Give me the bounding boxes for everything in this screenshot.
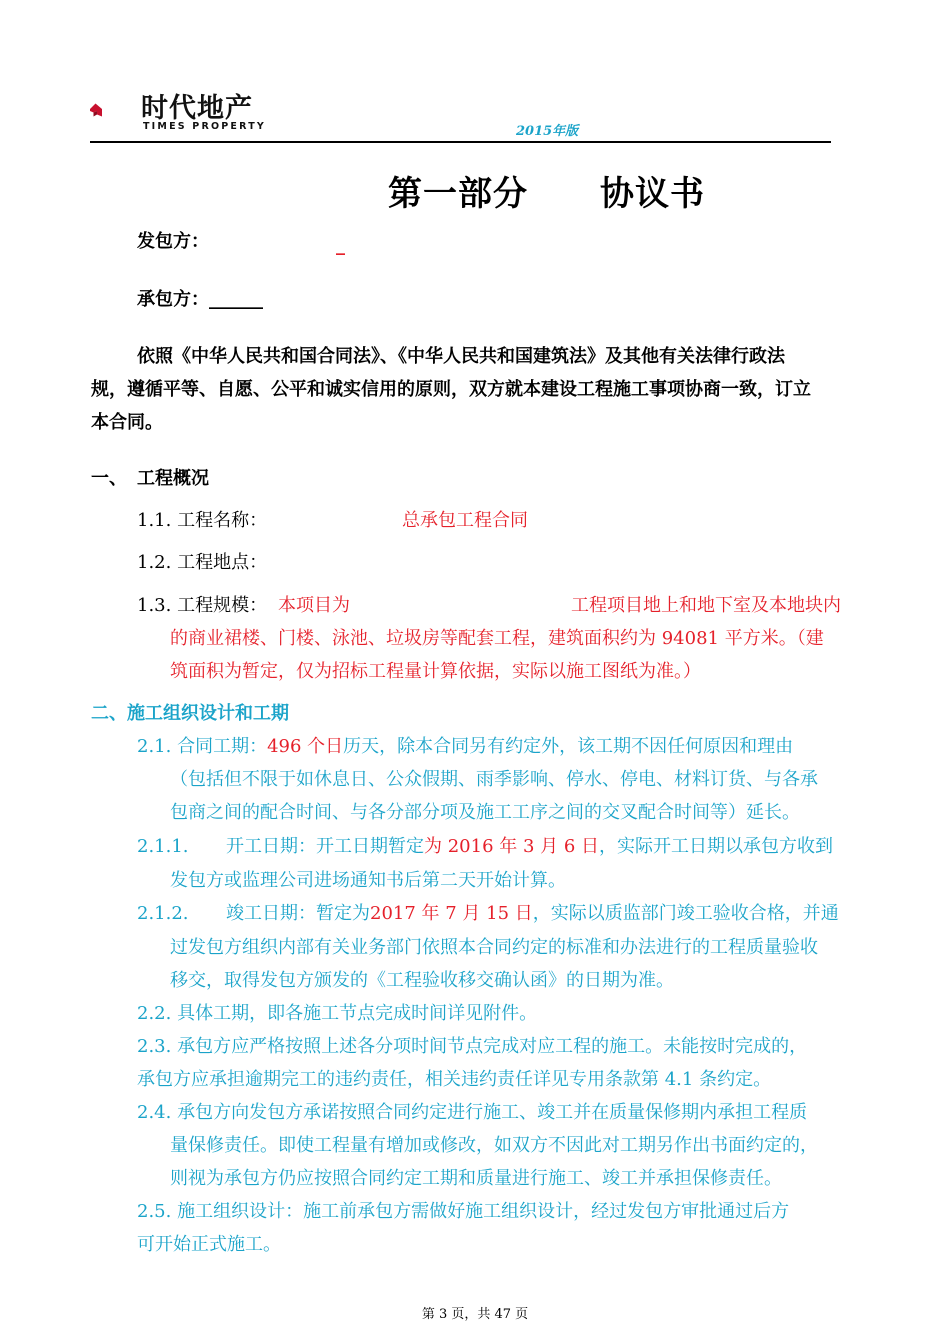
part-title: 第一部分 (388, 174, 528, 214)
clause-2-1-rest: 历天，除本合同另有约定外，该工期不因任何原因和理由 (343, 736, 794, 757)
employer-label: 发包方： (137, 231, 209, 252)
project-scale-line-1a: 本项目为 (278, 595, 350, 616)
section-1-heading: 工程概况 (137, 468, 209, 489)
clause-2-1-1-date: 为 2016 年 3 月 6 日 (424, 836, 600, 857)
project-scale-line-2: 的商业裙楼、门楼、泳池、垃圾房等配套工程，建筑面积约为 94081 平方米。（建 (170, 628, 824, 649)
edition-label: 2015年版 (516, 124, 579, 139)
clause-2-1-1 (226, 835, 833, 859)
project-scale-line-3: 筑面积为暂定，仅为招标工程量计算依据，实际以施工图纸为准。） (170, 661, 701, 682)
clause-2-1-line-3: 包商之间的配合时间、与各分部分项及施工工序之间的交叉配合时间等）延长。 (170, 802, 800, 823)
clause-2-1-line-2: （包括但不限于如休息日、公众假期、雨季影响、停水、停电、材料订货、与各承 (170, 769, 818, 790)
clause-2-3-line-2: 承包方应承担逾期完工的违约责任，相关违约责任详见专用条款第 4.1 条约定。 (137, 1069, 772, 1090)
project-name-label: 1.1. 工程名称： (137, 510, 268, 531)
clause-2-1-2 (226, 902, 839, 926)
clause-2-2: 2.2. 具体工期，即各施工节点完成时间详见附件。 (137, 1003, 538, 1024)
project-scale-line-1b: 工程项目地上和地下室及本地块内 (571, 595, 841, 616)
clause-2-1-1-lead: 开工日期：开工日期暂定 (226, 836, 424, 857)
clause-2-1-2-date: 2017 年 7 月 15 日 (370, 903, 533, 924)
clause-2-1-1-rest: ，实际开工日期以承包方收到 (599, 836, 834, 857)
clause-2-1-lead: 合同工期： (177, 736, 268, 757)
clause-2-5-line-1: 2.5. 施工组织设计：施工前承包方需做好施工组织设计，经过发包方审批通过后方 (137, 1201, 790, 1222)
clause-2-1-2-label: 2.1.2. (137, 903, 189, 924)
preamble-line-2: 规，遵循平等、自愿、公平和诚实信用的原则，双方就本建设工程施工事项协商一致，订立 (91, 379, 811, 400)
logo-english-name: TIMES PROPERTY (143, 121, 266, 132)
clause-2-1-2-line-3: 移交，取得发包方颁发的《工程验收移交确认函》的日期为准。 (170, 970, 674, 991)
clause-2-1 (137, 735, 793, 759)
clause-2-1-label: 2.1. (137, 736, 178, 757)
contractor-label: 承包方：______ (137, 289, 263, 310)
clause-2-3-line-1: 2.3. 承包方应严格按照上述各分项时间节点完成对应工程的施工。未能按时完成的， (137, 1036, 808, 1057)
employer-value: _ (336, 235, 345, 256)
project-name-value: 总承包工程合同 (402, 510, 528, 531)
clause-2-1-1-line-2: 发包方或监理公司进场通知书后第二天开始计算。 (170, 870, 566, 891)
clause-2-4-line-3: 则视为承包方仍应按照合同约定工期和质量进行施工、竣工并承担保修责任。 (170, 1168, 782, 1189)
header-divider (90, 141, 831, 143)
clause-2-1-2-rest: ，实际以质监部门竣工验收合格，并通 (532, 903, 839, 924)
project-scale-label: 1.3. 工程规模： (137, 595, 268, 616)
section-2-heading: 二、施工组织设计和工期 (91, 703, 289, 724)
preamble-line-3: 本合同。 (91, 412, 163, 433)
clause-2-5-line-2: 可开始正式施工。 (137, 1234, 281, 1255)
clause-2-4-line-2: 量保修责任。即使工程量有增加或修改，如双方不因此对工期另作出书面约定的， (170, 1135, 818, 1156)
document-title: 协议书 (600, 174, 705, 214)
section-1-number: 一、 (91, 468, 127, 489)
clause-2-1-2-line-2: 过发包方组织内部有关业务部门依照本合同约定的标准和办法进行的工程质量验收 (170, 937, 818, 958)
logo-chinese-name: 时代地产 (141, 93, 253, 124)
page-number-footer: 第 3 页，共 47 页 (421, 1307, 529, 1322)
clause-2-1-1-label: 2.1.1. (137, 836, 189, 857)
preamble-line-1: 依照《中华人民共和国合同法》、《中华人民共和国建筑法》及其他有关法律行政法 (137, 346, 785, 367)
project-location-label: 1.2. 工程地点： (137, 552, 268, 573)
clause-2-1-days: 496 个日 (267, 736, 344, 757)
clause-2-4-line-1: 2.4. 承包方向发包方承诺按照合同约定进行施工、竣工并在质量保修期内承担工程质 (137, 1102, 808, 1123)
clause-2-1-2-lead: 竣工日期：暂定为 (226, 903, 370, 924)
times-property-logo (90, 84, 140, 136)
